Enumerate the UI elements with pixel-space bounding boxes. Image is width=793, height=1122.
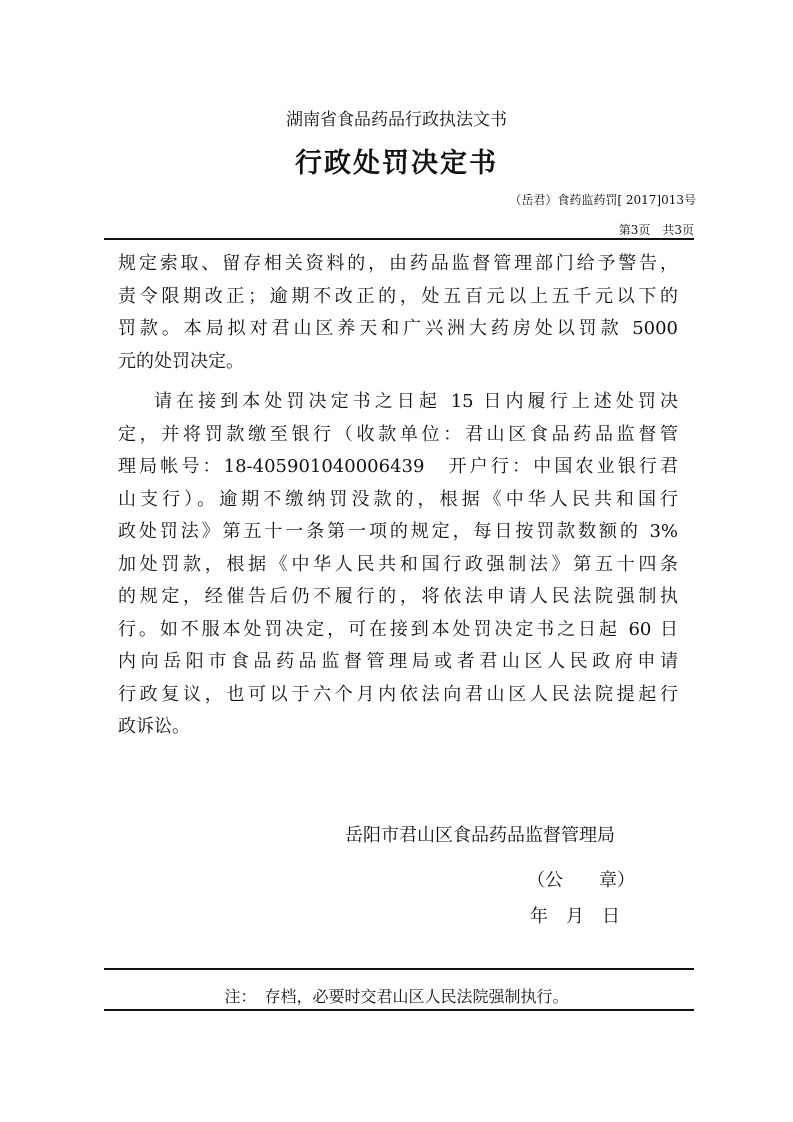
document-title: 行政处罚决定书 bbox=[295, 148, 498, 179]
signature-date: 年 月 日 bbox=[530, 906, 620, 927]
paragraph-payment-instructions bbox=[118, 386, 678, 744]
body-line: 的规定，经催告后仍不履行的，将依法申请人民法院强制执 bbox=[118, 586, 678, 607]
body-line: 政处罚法》第五十一条第一项的规定，每日按罚款数额的 3% bbox=[118, 521, 678, 542]
body-line: 定，并将罚款缴至银行（收款单位：君山区食品药品监督管 bbox=[118, 423, 678, 445]
signature-organization: 岳阳市君山区食品药品监督管理局 bbox=[345, 825, 615, 846]
body-line: 行。如不服本处罚决定，可在接到本处罚决定书之日起 60 日 bbox=[118, 618, 678, 640]
body-line: 理局帐号：18-405901040006439 开户行：中国农业银行君 bbox=[118, 456, 678, 477]
body-line: 责令限期改正；逾期不改正的，处五百元以上五千元以下的 bbox=[118, 285, 678, 307]
body-line: 政诉讼。 bbox=[118, 716, 190, 737]
body-line: 山支行）。逾期不缴纳罚没款的，根据《中华人民共和国行 bbox=[118, 488, 678, 510]
document-body bbox=[118, 248, 678, 744]
org-title: 湖南省食品药品行政执法文书 bbox=[286, 110, 507, 130]
header-divider bbox=[104, 238, 694, 240]
official-seal-placeholder: （公 章） bbox=[527, 870, 635, 891]
body-line: 规定索取、留存相关资料的，由药品监督管理部门给予警告， bbox=[118, 253, 678, 274]
document-number: （岳君）食药监药罚[ 2017]013号 bbox=[509, 193, 696, 207]
body-line: 加处罚款，根据《中华人民共和国行政强制法》第五十四条 bbox=[118, 553, 678, 575]
footer-note: 注： 存档，必要时交君山区人民法院强制执行。 bbox=[224, 987, 569, 1006]
footer-bottom-divider bbox=[104, 1009, 694, 1011]
footer-top-divider bbox=[104, 968, 694, 970]
page-indicator: 第3页 共3页 bbox=[618, 223, 694, 237]
body-line: 罚款。本局拟对君山区养天和广兴洲大药房处以罚款 5000 bbox=[118, 318, 678, 339]
body-line: 行政复议，也可以于六个月内依法向君山区人民法院提起行 bbox=[118, 683, 678, 705]
body-line: 内向岳阳市食品药品监督管理局或者君山区人民政府申请 bbox=[118, 651, 678, 672]
body-line: 请在接到本处罚决定书之日起 15 日内履行上述处罚决 bbox=[154, 391, 678, 412]
body-line: 元的处罚决定。 bbox=[118, 350, 244, 372]
paragraph-penalty bbox=[118, 248, 678, 378]
